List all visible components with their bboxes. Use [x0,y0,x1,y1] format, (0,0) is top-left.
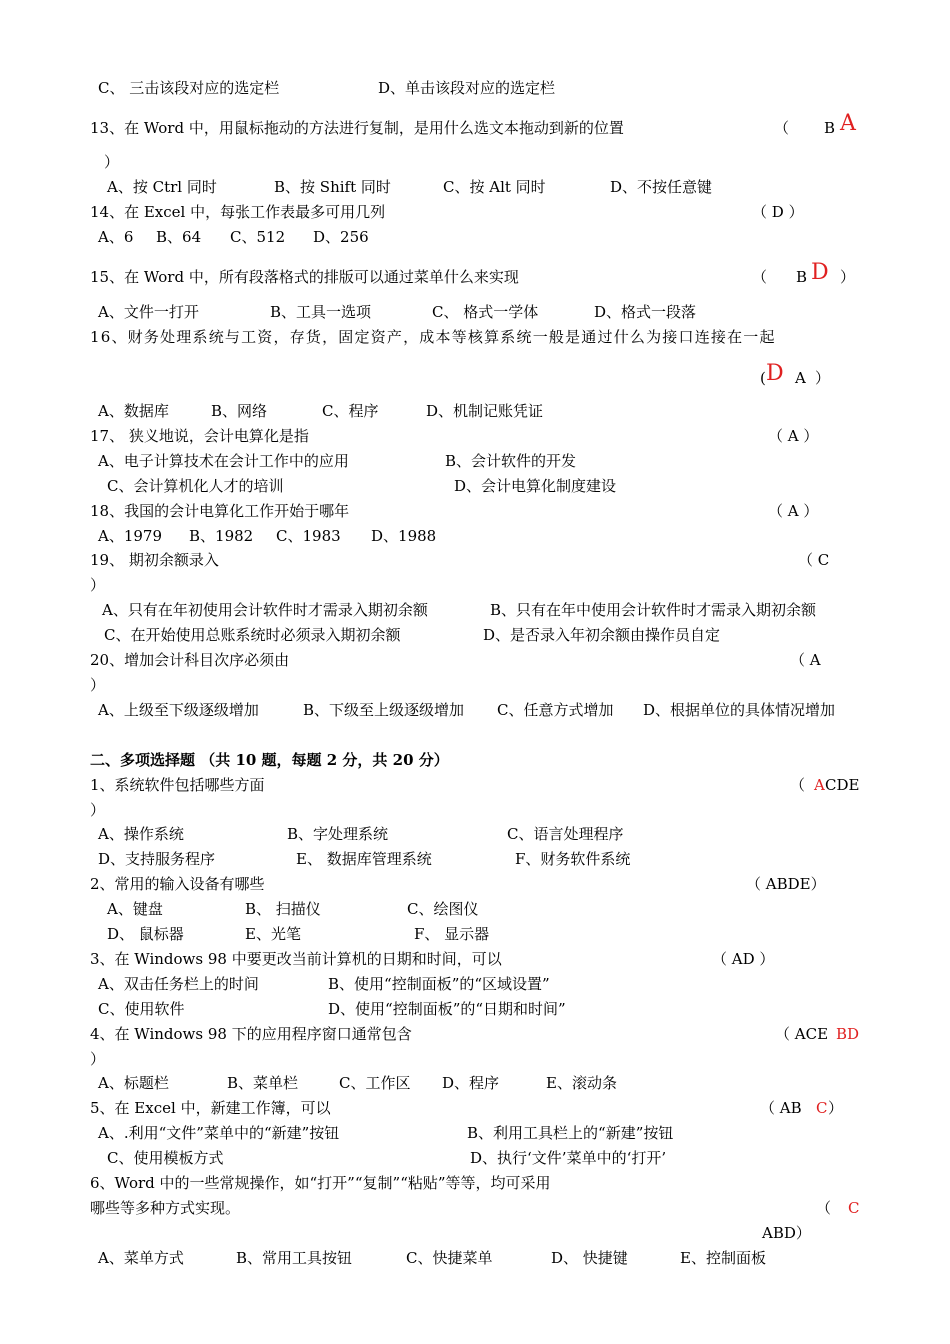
q15-option-b: B、工具一选项 [270,303,372,321]
m1-answer-red: A [814,776,825,794]
q20-option-c: C、任意方式增加 [497,701,614,719]
q19-answer: （ C [798,551,830,569]
m2-option-f: F、 显示器 [414,925,490,943]
m4-answer-red: BD [836,1025,860,1043]
m4-option-b: B、菜单栏 [227,1074,299,1092]
m6-stem-line1: 6、Word 中的一些常规操作，如“打开”“复制”“粘贴”等等，均可采用 [90,1174,551,1192]
q13-stem: 13、在 Word 中，用鼠标拖动的方法进行复制，是用什么选文本拖动到新的位置 [90,119,624,137]
m2-option-c: C、绘图仪 [407,900,479,918]
q13-option-c: C、按 Alt 同时 [443,178,546,196]
q14-option-b: B、64 [156,228,202,246]
m1-option-d: D、支持服务程序 [98,850,216,868]
m5-paren-open: （ AB [760,1099,802,1117]
m4-option-c: C、工作区 [339,1074,411,1092]
m1-paren-close: ） [90,801,106,819]
q13-answer-red: A [840,111,856,136]
q17-option-c: C、会计算机化人才的培训 [107,477,284,495]
q20-option-b: B、下级至上级逐级增加 [303,701,465,719]
q14-answer: （ D ） [752,203,804,221]
q19-stem: 19、 期初余额录入 [90,551,219,569]
q14-stem: 14、在 Excel 中，每张工作表最多可用几列 [90,203,386,221]
q15-stem: 15、在 Word 中，所有段落格式的排版可以通过菜单什么来实现 [90,268,519,286]
m5-option-d: D、执行‘文件’菜单中的‘打开’ [470,1149,667,1167]
m1-paren-open: （ [790,776,806,794]
q15-answer-red: D [811,260,829,285]
q19-option-b: B、只有在年中使用会计软件时才需录入期初余额 [490,601,817,619]
m6-option-c: C、快捷菜单 [406,1249,493,1267]
q13-option-b: B、按 Shift 同时 [274,178,391,196]
q16-option-a: A、数据库 [98,402,169,420]
m3-option-c: C、使用软件 [98,1000,185,1018]
m5-option-b: B、利用工具栏上的“新建”按钮 [467,1124,674,1142]
m6-option-e: E、控制面板 [680,1249,766,1267]
q16-option-c: C、程序 [322,402,379,420]
q15-paren-open: （ [752,268,768,286]
m1-option-f: F、财务软件系统 [515,850,631,868]
m4-stem: 4、在 Windows 98 下的应用程序窗口通常包含 [90,1025,412,1043]
q13-option-d: D、不按任意键 [610,178,713,196]
m1-option-b: B、字处理系统 [287,825,389,843]
m2-answer: （ ABDE） [746,875,826,893]
m3-option-b: B、使用“控制面板”的“区域设置” [328,975,550,993]
q15-option-a: A、文件一打开 [98,303,199,321]
q17-option-d: D、会计电算化制度建设 [454,477,617,495]
q16-stem: 16、财务处理系统与工资，存货，固定资产，成本等核算系统一般是通过什么为接口连接在一起 [90,328,776,346]
m6-answer: ABD） [762,1224,811,1242]
q20-answer: （ A [790,651,821,669]
q15-option-c: C、 格式一学体 [432,303,539,321]
q18-answer: （ A ） [768,502,819,520]
m6-option-d: D、 快捷键 [551,1249,628,1267]
section-2-title: 二、多项选择题 （共 10 题，每题 2 分，共 20 分） [90,751,449,769]
q14-option-c: C、512 [230,228,286,246]
m1-answer: CDE [825,776,860,794]
q15-answer: B [796,268,808,286]
q12-option-d: D、单击该段对应的选定栏 [378,79,556,97]
m4-option-e: E、滚动条 [546,1074,617,1092]
q19-option-d: D、是否录入年初余额由操作员自定 [483,626,721,644]
m1-stem: 1、系统软件包括哪些方面 [90,776,265,794]
m5-option-a: A、.利用“文件”菜单中的“新建”按钮 [98,1124,340,1142]
q20-paren-close: ） [90,676,106,694]
q13-answer: B [824,119,836,137]
m2-option-d: D、 鼠标器 [107,925,184,943]
q16-option-b: B、网络 [211,402,268,420]
m5-answer-red: C [816,1099,828,1117]
q13-paren-close: ） [104,153,120,171]
m2-option-a: A、键盘 [107,900,163,918]
m6-stem-line2: 哪些等多种方式实现。 [90,1199,241,1217]
m6-paren-open: （ [816,1199,832,1217]
m2-option-b: B、 扫描仪 [245,900,321,918]
m3-stem: 3、在 Windows 98 中要更改当前计算机的日期和时间，可以 [90,950,502,968]
q13-paren-open: （ [774,119,790,137]
m3-answer: （ AD ） [712,950,775,968]
q18-option-b: B、1982 [189,527,254,545]
q19-paren-close: ） [90,576,106,594]
q16-paren-close: ） [815,369,831,387]
m4-option-d: D、程序 [442,1074,500,1092]
q20-stem: 20、增加会计科目次序必须由 [90,651,290,669]
m2-stem: 2、常用的输入设备有哪些 [90,875,265,893]
q13-option-a: A、按 Ctrl 同时 [107,178,217,196]
q14-option-a: A、6 [98,228,134,246]
q17-option-b: B、会计软件的开发 [445,452,577,470]
q17-answer: （ A ） [768,427,819,445]
q20-option-a: A、上级至下级逐级增加 [98,701,259,719]
m1-option-e: E、 数据库管理系统 [296,850,432,868]
q19-option-c: C、在开始使用总账系统时必须录入期初余额 [104,626,401,644]
q15-option-d: D、格式一段落 [594,303,697,321]
m6-answer-red: C [848,1199,860,1217]
m5-option-c: C、使用模板方式 [107,1149,224,1167]
q16-option-d: D、机制记账凭证 [426,402,544,420]
q18-option-c: C、1983 [276,527,341,545]
m5-paren-close: ） [828,1099,844,1117]
m5-stem: 5、在 Excel 中，新建工作簿，可以 [90,1099,331,1117]
m4-paren-close: ） [90,1050,106,1068]
m1-option-c: C、语言处理程序 [507,825,624,843]
q17-stem: 17、 狭义地说，会计电算化是指 [90,427,309,445]
q20-option-d: D、根据单位的具体情况增加 [643,701,836,719]
m6-option-b: B、常用工具按钮 [236,1249,353,1267]
q18-option-d: D、1988 [371,527,437,545]
q17-option-a: A、电子计算技术在会计工作中的应用 [98,452,349,470]
q14-option-d: D、256 [313,228,369,246]
m3-option-d: D、使用“控制面板”的“日期和时间” [328,1000,566,1018]
q15-paren-close: ） [840,268,856,286]
m4-paren-open: （ ACE [775,1025,829,1043]
q16-answer: A [795,369,806,387]
m2-option-e: E、光笔 [245,925,301,943]
m3-option-a: A、双击任务栏上的时间 [98,975,259,993]
m1-option-a: A、操作系统 [98,825,184,843]
q18-option-a: A、1979 [98,527,163,545]
q12-option-c: C、 三击该段对应的选定栏 [98,79,280,97]
m4-option-a: A、标题栏 [98,1074,169,1092]
q18-stem: 18、我国的会计电算化工作开始于哪年 [90,502,350,520]
m6-option-a: A、菜单方式 [98,1249,184,1267]
q19-option-a: A、只有在年初使用会计软件时才需录入期初余额 [102,601,428,619]
q16-answer-red: D [766,361,784,386]
q16-paren-open: ( [760,369,766,387]
